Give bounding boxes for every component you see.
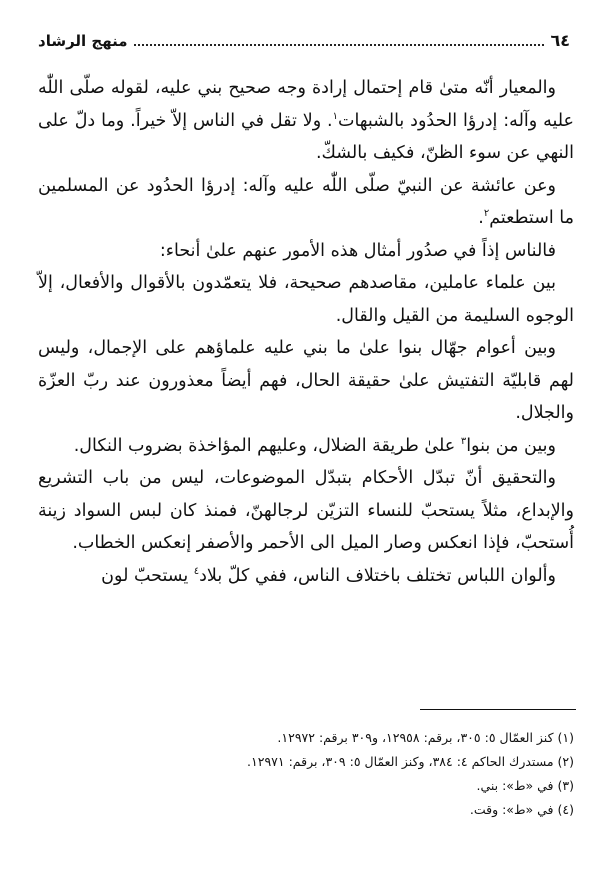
paragraph <box>38 267 574 332</box>
paragraph <box>38 462 574 560</box>
footnote-marker[interactable]: ٣ <box>460 435 467 447</box>
text-segment: فالناس إذاً في صدُور أمثال هذه الأمور عنهم علىٰ أنحاء: <box>159 240 556 261</box>
page-number: ٦٤ <box>550 31 570 50</box>
paragraph <box>38 170 574 235</box>
text-segment: وبين من بنوا <box>466 435 556 456</box>
text-segment: والتحقيق أنّ تبدّل الأحكام بتبدّل الموضوعات، ليس من باب التشريع والإبداع، مثلاً يستحبّ للنساء التزيّن لرجالهنّ، فمنذ كان لبس السواد زينة أُستحبّ، فإذا انعكس وصار الميل الى الأحمر والأصفر إنعكس الخطاب. <box>38 468 574 553</box>
footnote-3: (٣) في «ط»: بني. <box>476 778 574 793</box>
paragraph <box>38 560 574 593</box>
footnote-2: (٢) مستدرك الحاكم ٤: ٣٨٤، وكنز العمّال ٥: ٣٠٩، برقم: ١٢٩٧١. <box>247 754 574 769</box>
header-dot-leader <box>134 44 545 46</box>
paragraph <box>38 72 574 170</box>
paragraph <box>38 235 574 268</box>
text-segment: وعن عائشة عن النبيّ صلّى اللّٰه عليه وآله: إدرؤا الحدُود عن المسلمين ما استطعتم <box>38 175 574 228</box>
footnote-marker[interactable]: ٢ <box>483 208 490 220</box>
page-header <box>38 28 570 50</box>
text-segment: بين علماء عاملين، مقاصدهم صحيحة، فلا يتعمّدون بالأقوال والأفعال، إلاّ الوجوه السليمة من القيل والقال. <box>38 273 574 326</box>
footnote-separator <box>420 709 576 710</box>
footnote-1: (١) كنز العمّال ٥: ٣٠٥، برقم: ١٢٩٥٨، و٣٠٩ برقم: ١٢٩٧٢. <box>277 730 574 745</box>
text-segment: . <box>478 208 484 228</box>
footnotes <box>38 726 574 822</box>
text-segment: وبين أعوام جهّال بنوا علىٰ ما بني عليه علماؤهم على الإجمال، وليس لهم قابليّة التفتيش علىٰ حقيقة الحال، فهم أيضاً معذورون عند ربّ العزّة والجلال. <box>38 338 574 423</box>
paragraph <box>38 430 574 463</box>
text-segment: علىٰ طريقة الضلال، وعليهم المؤاخذة بضروب النكال. <box>73 435 461 456</box>
text-segment: وألوان اللباس تختلف باختلاف الناس، ففي كلّ بلاد <box>199 565 556 586</box>
footnote-marker[interactable]: ٤ <box>193 565 200 577</box>
text-segment: . ولا تقل في الناس إلاّ خيراً. وما دلّ على النهي عن سوء الظنّ، فكيف بالشكّ. <box>38 110 574 163</box>
text-segment: والمعيار أنّه متىٰ قام إحتمال إرادة وجه صحيح بني عليه، لقوله صلّى اللّٰه عليه وآله: إدرؤا الحدُود بالشبهات <box>38 78 574 131</box>
paragraph <box>38 332 574 430</box>
footnote-4: (٤) في «ط»: وقت. <box>469 802 574 817</box>
footnote-marker[interactable]: ١ <box>332 110 338 122</box>
main-text <box>38 72 574 592</box>
running-title: منهج الرشاد <box>38 32 128 50</box>
text-segment: يستحبّ لون <box>101 565 194 586</box>
